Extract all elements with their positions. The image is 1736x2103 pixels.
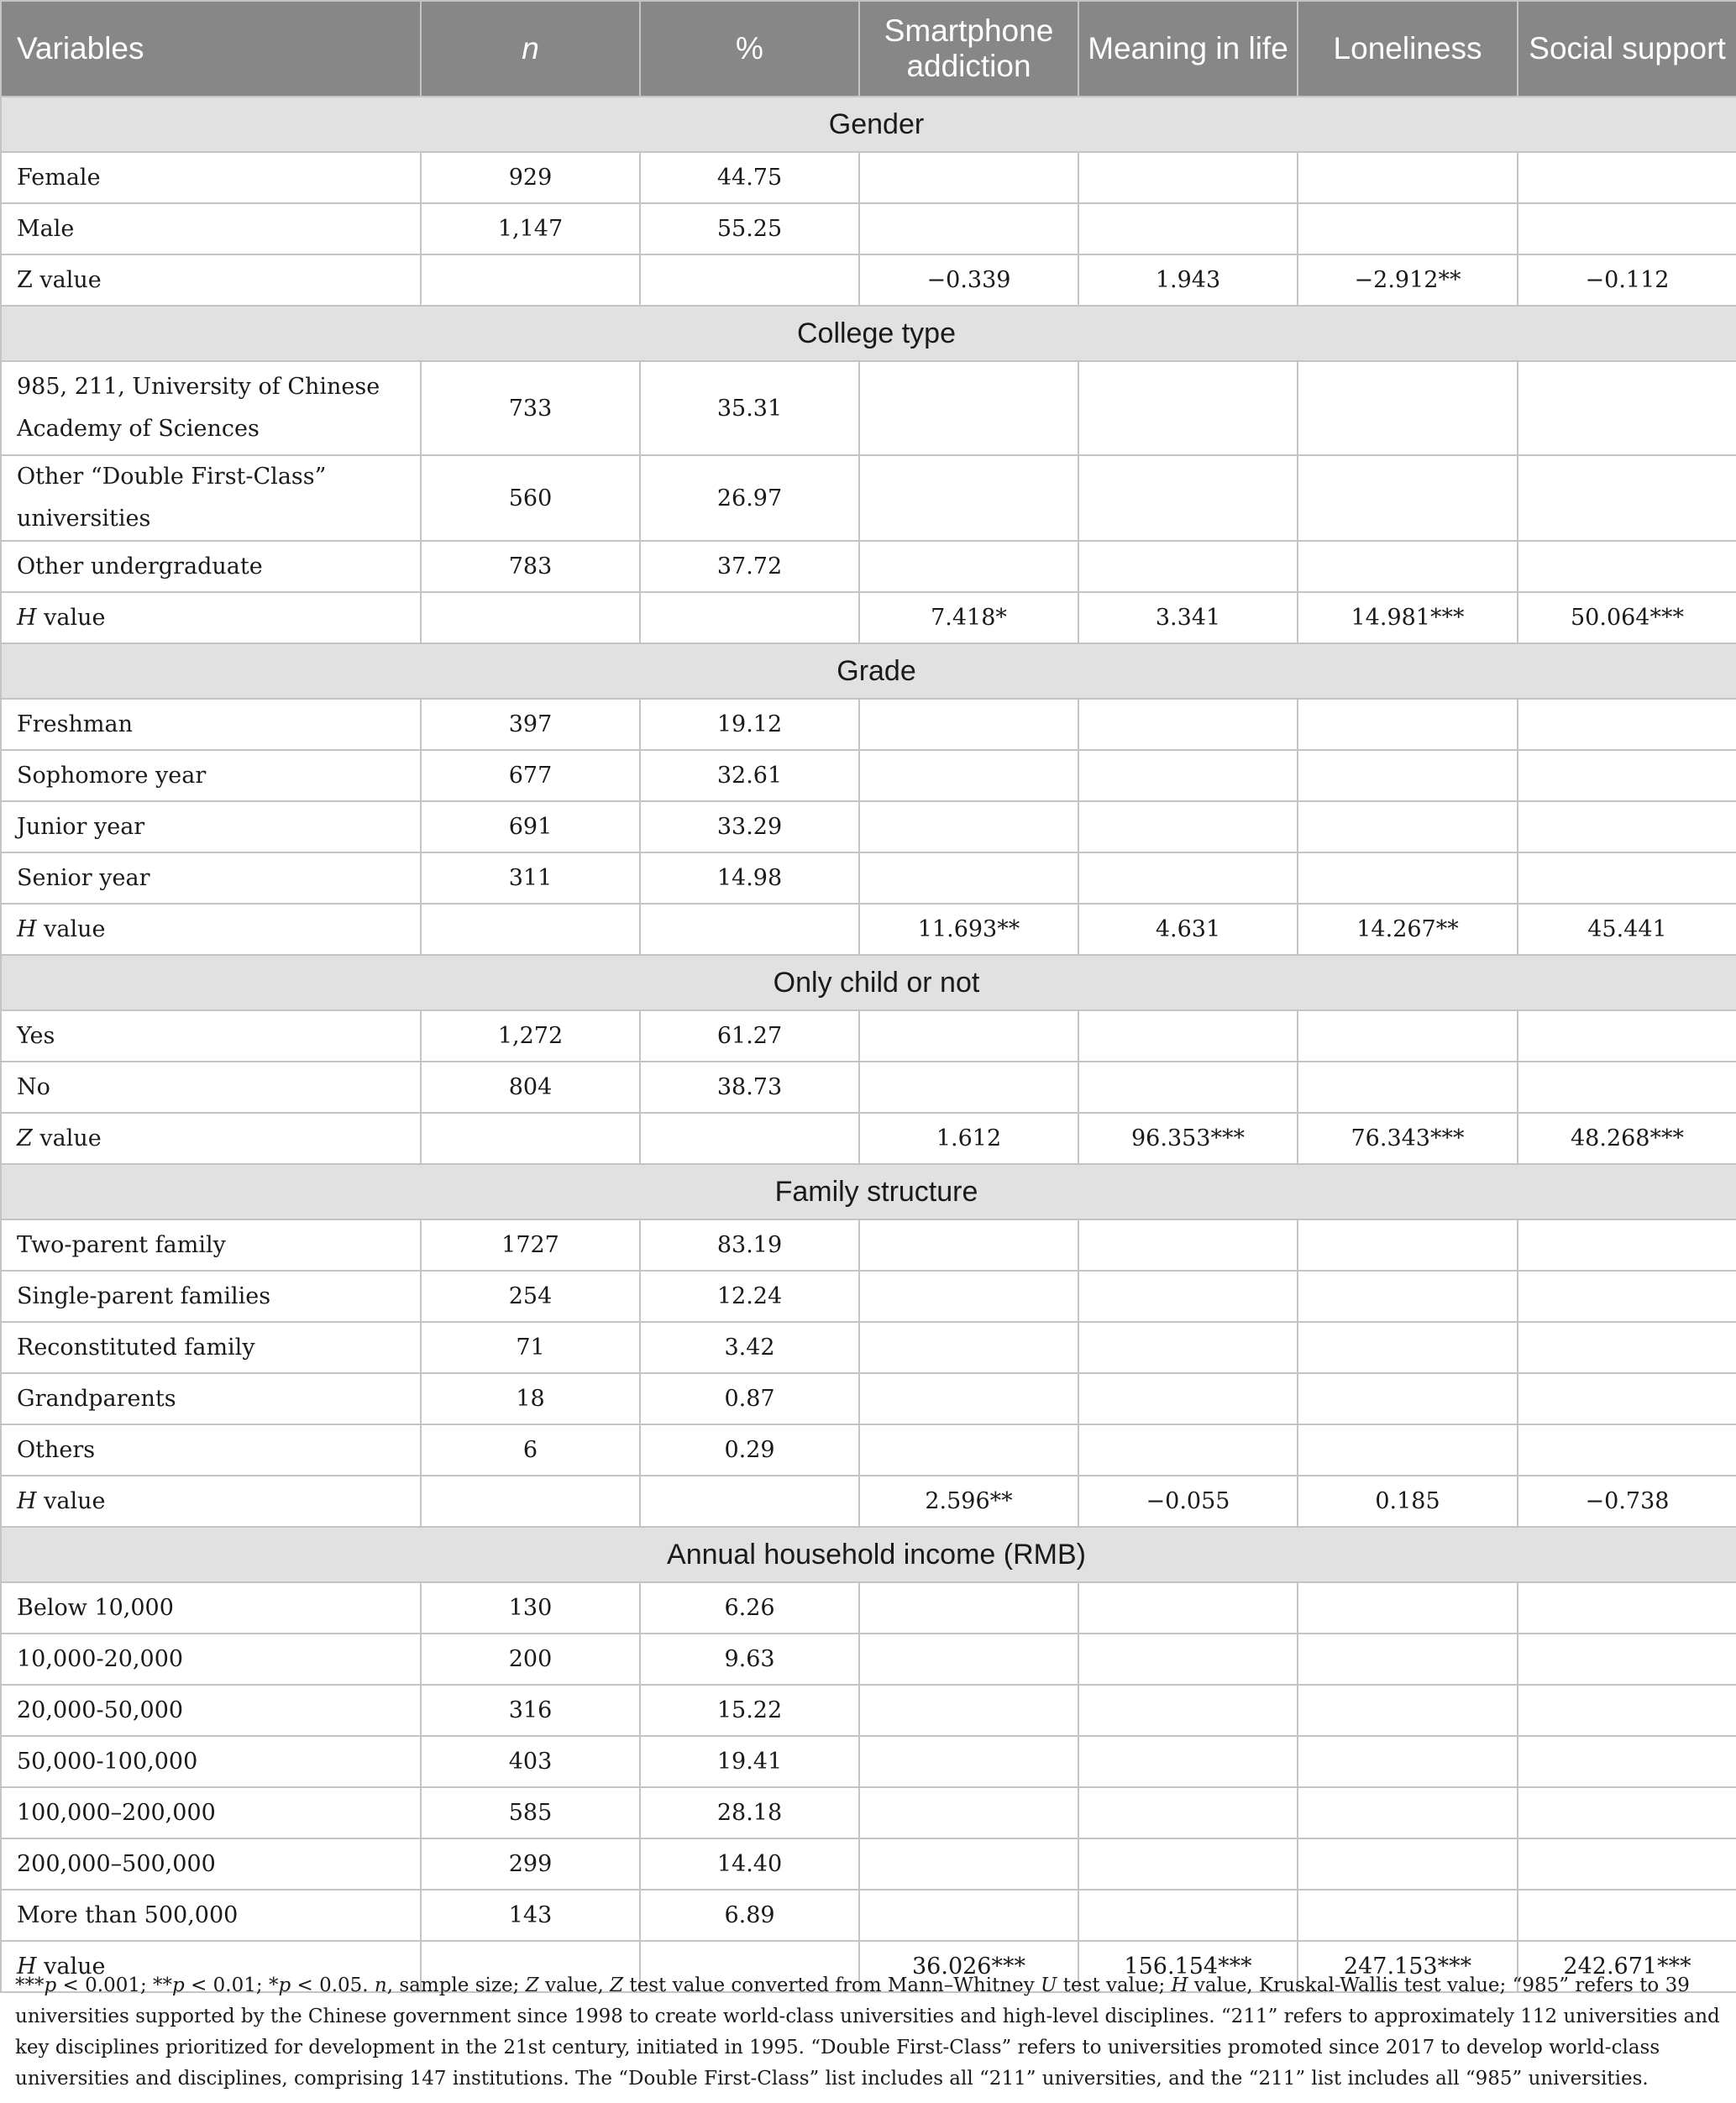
cell-percent [640,592,859,643]
section-header-row [1,955,1736,1010]
row-label: Freshman [1,699,421,750]
cell-social-support [1518,1219,1736,1271]
cell-n: 397 [421,699,640,750]
cell-meaning-in-life [1078,1271,1298,1322]
cell-smartphone-addiction [859,152,1078,203]
footnote-segment: < 0.01; * [184,1975,279,1996]
cell-n: 691 [421,801,640,852]
cell-n: 18 [421,1373,640,1424]
cell-percent: 28.18 [640,1787,859,1838]
cell-loneliness [1298,1373,1518,1424]
cell-social-support [1518,1062,1736,1113]
cell-loneliness: 14.981*** [1298,592,1518,643]
cell-percent: 44.75 [640,152,859,203]
row-label: 200,000–500,000 [1,1838,421,1890]
test-statistic-row [1,592,1736,643]
cell-social-support [1518,699,1736,750]
stat-symbol: H [17,915,37,942]
footnote-segment: test value; [1057,1975,1172,1996]
row-label: Sophomore year [1,750,421,801]
row-label: 985, 211, University of Chinese Academy of Sciences [1,361,421,455]
cell-loneliness: 247.153*** [1298,1941,1518,1992]
cell-smartphone-addiction [859,1787,1078,1838]
cell-smartphone-addiction: 2.596** [859,1476,1078,1527]
cell-meaning-in-life [1078,699,1298,750]
cell-meaning-in-life [1078,801,1298,852]
footnote-segment: Z [610,1975,624,1996]
cell-meaning-in-life [1078,1219,1298,1271]
header-meaning-in-life: Meaning in life [1078,1,1298,97]
cell-smartphone-addiction: −0.339 [859,254,1078,306]
cell-n [421,592,640,643]
cell-percent: 6.89 [640,1890,859,1941]
table-row [1,1634,1736,1685]
stat-name: value [36,1953,106,1980]
row-label: Other undergraduate [1,541,421,592]
cell-smartphone-addiction [859,1322,1078,1373]
table-row [1,1685,1736,1736]
row-label: Others [1,1424,421,1476]
row-label: Other “Double First-Class” universities [1,455,421,541]
cell-n: 677 [421,750,640,801]
cell-smartphone-addiction [859,1219,1078,1271]
footnote-segment: , sample size; [386,1975,526,1996]
cell-percent [640,1113,859,1164]
cell-social-support: 50.064*** [1518,592,1736,643]
section-title: Only child or not [1,955,1736,1010]
cell-n: 299 [421,1838,640,1890]
cell-social-support [1518,455,1736,541]
cell-meaning-in-life [1078,203,1298,254]
table-row [1,801,1736,852]
cell-smartphone-addiction [859,699,1078,750]
cell-n: 1727 [421,1219,640,1271]
cell-meaning-in-life [1078,455,1298,541]
table-row [1,541,1736,592]
cell-loneliness: 14.267** [1298,904,1518,955]
row-label [1,904,421,955]
table-row [1,455,1736,541]
section-title: Annual household income (RMB) [1,1527,1736,1582]
stat-name: value [36,604,106,631]
cell-loneliness [1298,852,1518,904]
cell-smartphone-addiction [859,1424,1078,1476]
cell-loneliness [1298,203,1518,254]
section-header-row [1,643,1736,699]
cell-percent: 14.40 [640,1838,859,1890]
cell-loneliness [1298,152,1518,203]
section-header-row [1,1527,1736,1582]
section-title: Gender [1,97,1736,152]
row-label: 20,000-50,000 [1,1685,421,1736]
section-header-row [1,97,1736,152]
cell-smartphone-addiction: 11.693** [859,904,1078,955]
cell-percent: 0.87 [640,1373,859,1424]
cell-smartphone-addiction [859,203,1078,254]
cell-loneliness [1298,1322,1518,1373]
table-row [1,1271,1736,1322]
cell-loneliness [1298,801,1518,852]
cell-percent: 26.97 [640,455,859,541]
cell-social-support [1518,361,1736,455]
cell-n [421,1113,640,1164]
cell-meaning-in-life [1078,1685,1298,1736]
table-row [1,1736,1736,1787]
cell-percent: 14.98 [640,852,859,904]
header-smartphone-addiction: Smartphone addiction [859,1,1078,97]
table-row [1,1787,1736,1838]
cell-loneliness [1298,1582,1518,1634]
cell-percent [640,904,859,955]
cell-social-support [1518,1424,1736,1476]
test-statistic-row [1,1476,1736,1527]
cell-loneliness [1298,455,1518,541]
header-row [1,1,1736,97]
row-label: Below 10,000 [1,1582,421,1634]
stat-symbol: H [17,1487,37,1514]
table-row [1,1582,1736,1634]
cell-loneliness: −2.912** [1298,254,1518,306]
cell-smartphone-addiction [859,1062,1078,1113]
row-label: Two-parent family [1,1219,421,1271]
cell-smartphone-addiction: 1.612 [859,1113,1078,1164]
cell-percent: 15.22 [640,1685,859,1736]
cell-meaning-in-life [1078,1736,1298,1787]
cell-loneliness [1298,1787,1518,1838]
cell-social-support [1518,541,1736,592]
cell-loneliness: 76.343*** [1298,1113,1518,1164]
cell-smartphone-addiction [859,1736,1078,1787]
cell-smartphone-addiction [859,1271,1078,1322]
table-row [1,852,1736,904]
cell-loneliness [1298,1219,1518,1271]
cell-n: 71 [421,1322,640,1373]
table-row [1,361,1736,455]
cell-n [421,254,640,306]
row-label: Single-parent families [1,1271,421,1322]
cell-loneliness [1298,1010,1518,1062]
footnote-segment: value, Kruskal-Wallis test value; “985” refers to 39 universities supported by the Chinese government since 1998 to create world-class universities and high-level disciplines. “211” refers to approximately 112 universities and key disciplines prioritized for development in the 21st century, initiated in 1995. “Double First-Class” refers to universities promoted since 2017 to develop world-class universities and disciplines, comprising 147 institutions. The “Double First-Class” list includes all “211” universities, and the “211” list includes all “985” universities. [15,1975,1720,2090]
test-statistic-row [1,254,1736,306]
table-row [1,750,1736,801]
row-label [1,1476,421,1527]
cell-social-support [1518,852,1736,904]
cell-smartphone-addiction [859,361,1078,455]
cell-social-support: 242.671*** [1518,1941,1736,1992]
cell-loneliness [1298,1685,1518,1736]
row-label: 100,000–200,000 [1,1787,421,1838]
cell-percent: 83.19 [640,1219,859,1271]
row-label: Senior year [1,852,421,904]
cell-smartphone-addiction [859,1582,1078,1634]
table-row [1,1373,1736,1424]
cell-percent [640,1476,859,1527]
cell-social-support [1518,750,1736,801]
cell-meaning-in-life: 1.943 [1078,254,1298,306]
cell-loneliness: 0.185 [1298,1476,1518,1527]
cell-meaning-in-life [1078,1838,1298,1890]
cell-meaning-in-life [1078,1424,1298,1476]
cell-n: 6 [421,1424,640,1476]
stat-symbol: H [17,1953,37,1980]
cell-loneliness [1298,1838,1518,1890]
cell-percent: 12.24 [640,1271,859,1322]
cell-social-support: −0.738 [1518,1476,1736,1527]
row-label: Female [1,152,421,203]
section-title: College type [1,306,1736,361]
cell-n: 143 [421,1890,640,1941]
table-row [1,1838,1736,1890]
cell-n [421,1476,640,1527]
section-header-row [1,306,1736,361]
cell-smartphone-addiction [859,1685,1078,1736]
cell-social-support: −0.112 [1518,254,1736,306]
table-row [1,1890,1736,1941]
cell-percent: 3.42 [640,1322,859,1373]
row-label: More than 500,000 [1,1890,421,1941]
cell-meaning-in-life: 4.631 [1078,904,1298,955]
row-label: 10,000-20,000 [1,1634,421,1685]
footnote-segment: U [1041,1975,1057,1996]
cell-smartphone-addiction [859,541,1078,592]
cell-social-support [1518,152,1736,203]
cell-social-support [1518,1271,1736,1322]
table-row [1,1219,1736,1271]
stat-name: value [32,1125,102,1151]
cell-n: 733 [421,361,640,455]
test-statistic-row [1,1113,1736,1164]
footnote-segment: test value converted from Mann–Whitney [623,1975,1041,1996]
cell-meaning-in-life [1078,1787,1298,1838]
footnote-segment: n [374,1975,387,1996]
cell-social-support [1518,1685,1736,1736]
row-label: 50,000-100,000 [1,1736,421,1787]
footnote-segment: < 0.001; ** [56,1975,173,1996]
cell-percent: 0.29 [640,1424,859,1476]
cell-n: 560 [421,455,640,541]
cell-n: 130 [421,1582,640,1634]
cell-loneliness [1298,1062,1518,1113]
cell-percent [640,254,859,306]
cell-percent: 19.12 [640,699,859,750]
cell-meaning-in-life [1078,1373,1298,1424]
cell-n: 929 [421,152,640,203]
cell-n: 403 [421,1736,640,1787]
cell-social-support [1518,1838,1736,1890]
header-social-support: Social support [1518,1,1736,97]
cell-social-support [1518,1890,1736,1941]
stat-symbol: H [17,604,37,631]
footnote-segment: < 0.05. [291,1975,375,1996]
table-row [1,1424,1736,1476]
cell-n: 254 [421,1271,640,1322]
row-label: Yes [1,1010,421,1062]
cell-meaning-in-life [1078,1010,1298,1062]
cell-smartphone-addiction: 7.418* [859,592,1078,643]
cell-meaning-in-life: 156.154*** [1078,1941,1298,1992]
row-label: Z value [1,254,421,306]
row-label: Male [1,203,421,254]
cell-percent: 37.72 [640,541,859,592]
cell-meaning-in-life [1078,152,1298,203]
cell-meaning-in-life: 96.353*** [1078,1113,1298,1164]
cell-smartphone-addiction: 36.026*** [859,1941,1078,1992]
cell-meaning-in-life [1078,750,1298,801]
row-label: Junior year [1,801,421,852]
cell-smartphone-addiction [859,1634,1078,1685]
footnote-segment: Z [525,1975,539,1996]
cell-social-support: 45.441 [1518,904,1736,955]
footnote-segment: *** [15,1975,45,1996]
cell-n: 200 [421,1634,640,1685]
section-header-row [1,1164,1736,1219]
row-label [1,1113,421,1164]
cell-meaning-in-life [1078,541,1298,592]
cell-loneliness [1298,541,1518,592]
cell-meaning-in-life [1078,361,1298,455]
test-statistic-row [1,904,1736,955]
row-label: Grandparents [1,1373,421,1424]
cell-meaning-in-life: 3.341 [1078,592,1298,643]
cell-loneliness [1298,1271,1518,1322]
footnote-segment: p [278,1975,291,1996]
header-n: n [421,1,640,97]
cell-n: 1,147 [421,203,640,254]
cell-percent: 61.27 [640,1010,859,1062]
cell-percent: 32.61 [640,750,859,801]
table-footnote [15,1970,1720,2095]
cell-smartphone-addiction [859,801,1078,852]
cell-smartphone-addiction [859,750,1078,801]
cell-meaning-in-life [1078,1322,1298,1373]
cell-smartphone-addiction [859,1373,1078,1424]
cell-loneliness [1298,750,1518,801]
cell-percent: 6.26 [640,1582,859,1634]
section-title: Family structure [1,1164,1736,1219]
cell-smartphone-addiction [859,1838,1078,1890]
cell-loneliness [1298,1736,1518,1787]
footnote-segment: H [1171,1975,1188,1996]
cell-meaning-in-life [1078,1582,1298,1634]
cell-smartphone-addiction [859,1010,1078,1062]
cell-social-support: 48.268*** [1518,1113,1736,1164]
cell-percent: 35.31 [640,361,859,455]
cell-n: 585 [421,1787,640,1838]
cell-smartphone-addiction [859,1890,1078,1941]
table-row [1,203,1736,254]
cell-meaning-in-life [1078,1634,1298,1685]
cell-percent: 19.41 [640,1736,859,1787]
cell-n: 783 [421,541,640,592]
section-title: Grade [1,643,1736,699]
cell-smartphone-addiction [859,852,1078,904]
table-row [1,1322,1736,1373]
cell-n: 804 [421,1062,640,1113]
footnote-segment: p [172,1975,185,1996]
cell-n: 311 [421,852,640,904]
table-row [1,1062,1736,1113]
cell-social-support [1518,1787,1736,1838]
cell-social-support [1518,1582,1736,1634]
footnote-segment: value, [538,1975,611,1996]
cell-smartphone-addiction [859,455,1078,541]
stat-symbol: Z [17,1125,33,1151]
stat-name: value [36,915,106,942]
cell-social-support [1518,1010,1736,1062]
cell-meaning-in-life: −0.055 [1078,1476,1298,1527]
table-row [1,152,1736,203]
cell-social-support [1518,1736,1736,1787]
row-label: Reconstituted family [1,1322,421,1373]
cell-percent: 55.25 [640,203,859,254]
table-row [1,1010,1736,1062]
table-row [1,699,1736,750]
cell-percent: 33.29 [640,801,859,852]
cell-social-support [1518,1322,1736,1373]
header-variables: Variables [1,1,421,97]
cell-n: 1,272 [421,1010,640,1062]
cell-social-support [1518,801,1736,852]
cell-loneliness [1298,1424,1518,1476]
cell-social-support [1518,1373,1736,1424]
cell-social-support [1518,1634,1736,1685]
cell-loneliness [1298,361,1518,455]
cell-percent: 38.73 [640,1062,859,1113]
header-percent: % [640,1,859,97]
row-label [1,592,421,643]
stat-name: value [36,1487,106,1514]
cell-loneliness [1298,699,1518,750]
cell-n [421,904,640,955]
cell-meaning-in-life [1078,1062,1298,1113]
cell-percent: 9.63 [640,1634,859,1685]
cell-meaning-in-life [1078,1890,1298,1941]
cell-loneliness [1298,1634,1518,1685]
cell-loneliness [1298,1890,1518,1941]
cell-meaning-in-life [1078,852,1298,904]
cell-n: 316 [421,1685,640,1736]
footnote-segment: p [44,1975,57,1996]
cell-social-support [1518,203,1736,254]
row-label: No [1,1062,421,1113]
header-loneliness: Loneliness [1298,1,1518,97]
